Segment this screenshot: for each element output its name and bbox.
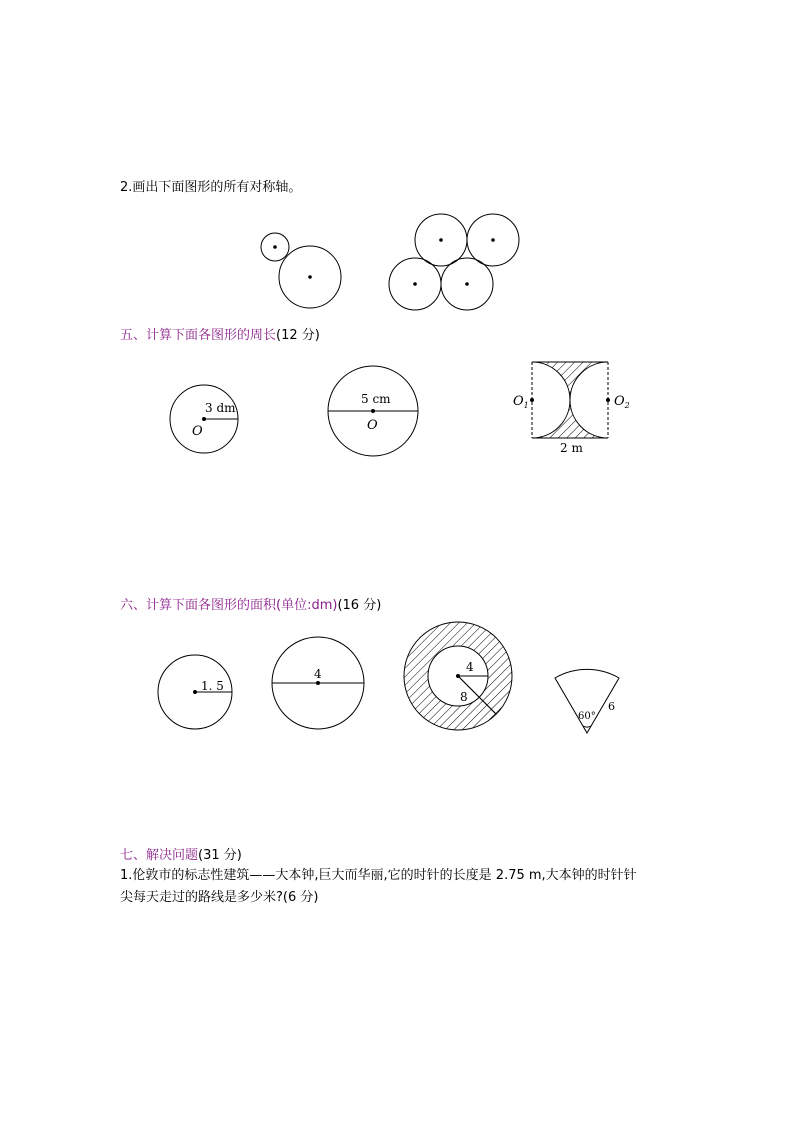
perimeter-circle-radius bbox=[165, 380, 250, 460]
small-circle-center bbox=[273, 245, 277, 249]
section7-heading bbox=[120, 848, 242, 864]
q2-text: 2.画出下面图形的所有对称轴。 bbox=[120, 180, 302, 195]
section6-points: (16 分) bbox=[337, 598, 382, 613]
side-label: 2 m bbox=[560, 441, 583, 455]
outer-radius-label: 8 bbox=[460, 690, 468, 704]
radius-label: 1. 5 bbox=[201, 679, 224, 693]
center-label: O bbox=[192, 424, 203, 439]
radius-label: 6 bbox=[608, 700, 615, 713]
section5-heading bbox=[120, 328, 320, 344]
section7-title: 七、解决问题 bbox=[120, 848, 199, 863]
q1-line2: 尖每天走过的路线是多少米?(6 分) bbox=[120, 890, 319, 905]
right-center-subscript: 2 bbox=[624, 401, 630, 410]
section7-points: (31 分) bbox=[198, 848, 242, 863]
perimeter-square-semicircles bbox=[505, 355, 645, 460]
area-circle-radius bbox=[155, 652, 240, 734]
q1-line1: 1.伦敦市的标志性建筑——大本钟,巨大而华丽,它的时针的长度是 2.75 m,大本钟的时针针 bbox=[120, 868, 637, 883]
diameter-label: 5 cm bbox=[361, 392, 391, 406]
symmetry-figure-four-circles bbox=[385, 210, 525, 318]
svg-text:O1 bbox=[513, 394, 529, 410]
section6-title: 六、计算下面各图形的面积(单位:dm) bbox=[120, 598, 338, 613]
radius-label: 3 dm bbox=[205, 401, 236, 415]
area-ring bbox=[402, 620, 517, 735]
large-circle-center bbox=[308, 275, 312, 279]
area-sector bbox=[550, 660, 630, 738]
diameter-label: 4 bbox=[314, 667, 322, 681]
section5-points: (12 分) bbox=[276, 328, 320, 343]
section6-heading bbox=[120, 598, 381, 614]
angle-label: 60° bbox=[578, 711, 596, 722]
left-center-subscript: 1 bbox=[523, 401, 529, 410]
center-label: O bbox=[367, 418, 378, 433]
symmetry-figure-two-circles bbox=[255, 225, 350, 315]
area-circle-diameter bbox=[268, 633, 368, 733]
section5-title: 五、计算下面各图形的周长 bbox=[120, 328, 277, 343]
svg-text:O2 bbox=[614, 394, 630, 410]
perimeter-circle-diameter bbox=[325, 365, 425, 460]
inner-radius-label: 4 bbox=[466, 660, 474, 674]
right-center-label: O bbox=[614, 394, 625, 409]
left-center-label: O bbox=[513, 394, 524, 409]
